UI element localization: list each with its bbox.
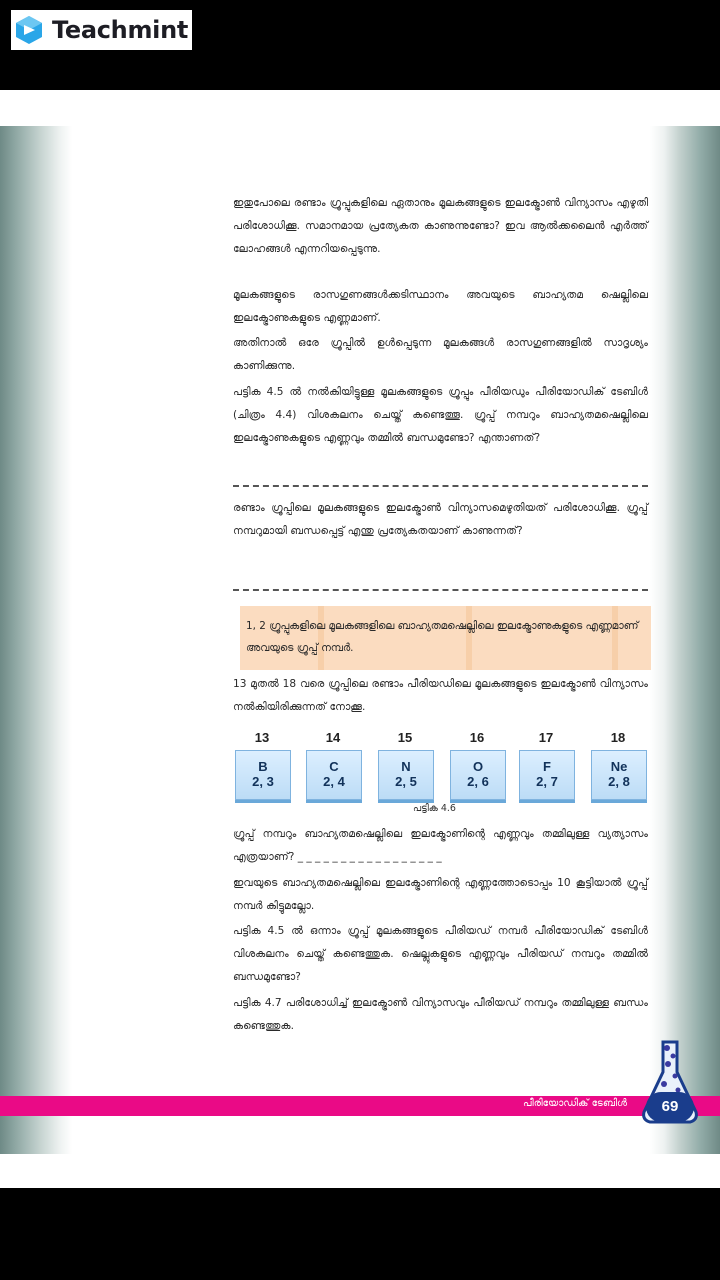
electron-config: 2, 4 [323,774,345,789]
answer-line-2 [233,589,648,591]
element-symbol: C [329,759,339,774]
paragraph-7: ഗ്രൂപ്പ് നമ്പറും ബാഹ്യതമഷെല്ലിലെ ഇലക്ട്രോണിന്റെ എണ്ണവും തമ്മിലുള്ള വ്യത്യാസം എത്രയാണ്? _ _ _ _ _ _ _ _ _ _ _ _ _ _ _ _ _ [233,828,648,863]
teachmint-logo-text: Teachmint [52,16,189,44]
book-page [0,90,720,1188]
paragraph-2: മൂലകങ്ങളുടെ രാസഗുണങ്ങൾക്കടിസ്ഥാനം അവയുടെ ബാഹ്യതമ ഷെല്ലിലെ ഇലക്ട്രോണുകളുടെ എണ്ണമാണ്. [233,289,648,324]
paragraph-6: 13 മുതൽ 18 വരെ ഗ്രൂപ്പിലെ രണ്ടാം പീരിയഡിലെ മൂലകങ്ങളുടെ ഇലക്ട്രോൺ വിന്യാസം നൽകിയിരിക്കുന്നത് നോക്കൂ. [233,678,648,713]
table-caption: പട്ടിക 4.6 [413,803,456,814]
element-box-b [235,750,291,800]
electron-config: 2, 7 [536,774,558,789]
chapter-title: പീരിയോഡിക് ടേബിൾ [523,1098,628,1109]
teachmint-logo [11,10,192,50]
teachmint-logo-icon [14,15,44,45]
element-symbol: O [472,759,484,774]
group-number-18: 18 [610,730,626,745]
paragraph-8: ഇവയുടെ ബാഹ്യതമഷെല്ലിലെ ഇലക്ട്രോണിന്റെ എണ്ണത്തോടൊപ്പം 10 കൂട്ടിയാൽ ഗ്രൂപ്പ് നമ്പർ കിട്ടുമല്ലോ. [233,877,648,912]
element-box-ne [591,750,647,800]
group-number-17: 17 [538,730,554,745]
paragraph-3: അതിനാൽ ഒരേ ഗ്രൂപ്പിൽ ഉൾപ്പെടുന്ന മൂലകങ്ങൾ രാസഗുണങ്ങളിൽ സാദൃശ്യം കാണിക്കുന്നു. [233,337,648,372]
paragraph-4: പട്ടിക 4.5 ൽ നൽകിയിട്ടുള്ള മൂലകങ്ങളുടെ ഗ്രൂപ്പും പീരിയഡും പീരിയോഡിക് ടേബിൾ (ചിത്രം 4.4) വിശകലനം ചെയ്ത് കണ്ടെത്തൂ. ഗ്രൂപ്പ് നമ്പറും ബാഹ്യതമഷെല്ലിലെ ഇലക്ട്രോണുകളുടെ എണ്ണവും തമ്മിൽ ബന്ധമുണ്ടോ? എന്താണത്? [233,386,648,444]
electron-config: 2, 3 [252,774,274,789]
electron-config: 2, 6 [467,774,489,789]
highlight-note [240,606,651,670]
element-box-c [306,750,362,800]
electron-config: 2, 8 [608,774,630,789]
answer-line-1 [233,485,648,487]
group-number-13: 13 [254,730,270,745]
paragraph-5: രണ്ടാം ഗ്രൂപ്പിലെ മൂലകങ്ങളുടെ ഇലക്ട്രോൺ വിന്യാസമെഴുതിയത് പരിശോധിക്കൂ. ഗ്രൂപ്പ് നമ്പറുമായി ബന്ധപ്പെട്ട് എന്തു പ്രത്യേകതയാണ് കാണുന്നത്? [233,502,648,537]
group-number-14: 14 [325,730,341,745]
element-symbol: Ne [610,759,628,774]
element-box-f [519,750,575,800]
group-number-15: 15 [397,730,413,745]
element-box-o [450,750,506,800]
group-number-16: 16 [469,730,485,745]
page-spread [0,126,720,1154]
element-symbol: F [543,759,551,774]
element-box-n [378,750,434,800]
element-symbol: B [258,759,268,774]
electron-config: 2, 5 [395,774,417,789]
paragraph-10: പട്ടിക 4.7 പരിശോധിച്ച് ഇലക്ട്രോൺ വിന്യാസവും പീരിയഡ് നമ്പറും തമ്മിലുള്ള ബന്ധം കണ്ടെത്തുക. [233,997,648,1032]
highlight-note-text: 1, 2 ഗ്രൂപ്പുകളിലെ മൂലകങ്ങളിലെ ബാഹ്യതമഷെല്ലിലെ ഇലക്ട്രോണുകളുടെ എണ്ണമാണ് അവയുടെ ഗ്രൂപ്പ് നമ്പർ. [246,620,639,654]
page-number: 69 [646,1092,694,1122]
element-symbol: N [401,759,411,774]
paragraph-1: ഇതുപോലെ രണ്ടാം ഗ്രൂപ്പുകളിലെ ഏതാനും മൂലകങ്ങളുടെ ഇലക്ട്രോൺ വിന്യാസം എഴുതി പരിശോധിക്കൂ. സമാനമായ പ്രത്യേകത കാണുന്നുണ്ടോ? ഇവ ആൽക്കലൈൻ എർത്ത് ലോഹങ്ങൾ എന്നറിയപ്പെടുന്നു. [233,197,648,255]
paragraph-9: പട്ടിക 4.5 ൽ ഒന്നാം ഗ്രൂപ്പ് മൂലകങ്ങളുടെ പീരിയഡ് നമ്പർ പീരിയോഡിക് ടേബിൾ വിശകലനം ചെയ്ത് കണ്ടെത്തുക. ഷെല്ലുകളുടെ എണ്ണവും പീരിയഡ് നമ്പറും തമ്മിൽ ബന്ധമുണ്ടോ? [233,925,648,983]
